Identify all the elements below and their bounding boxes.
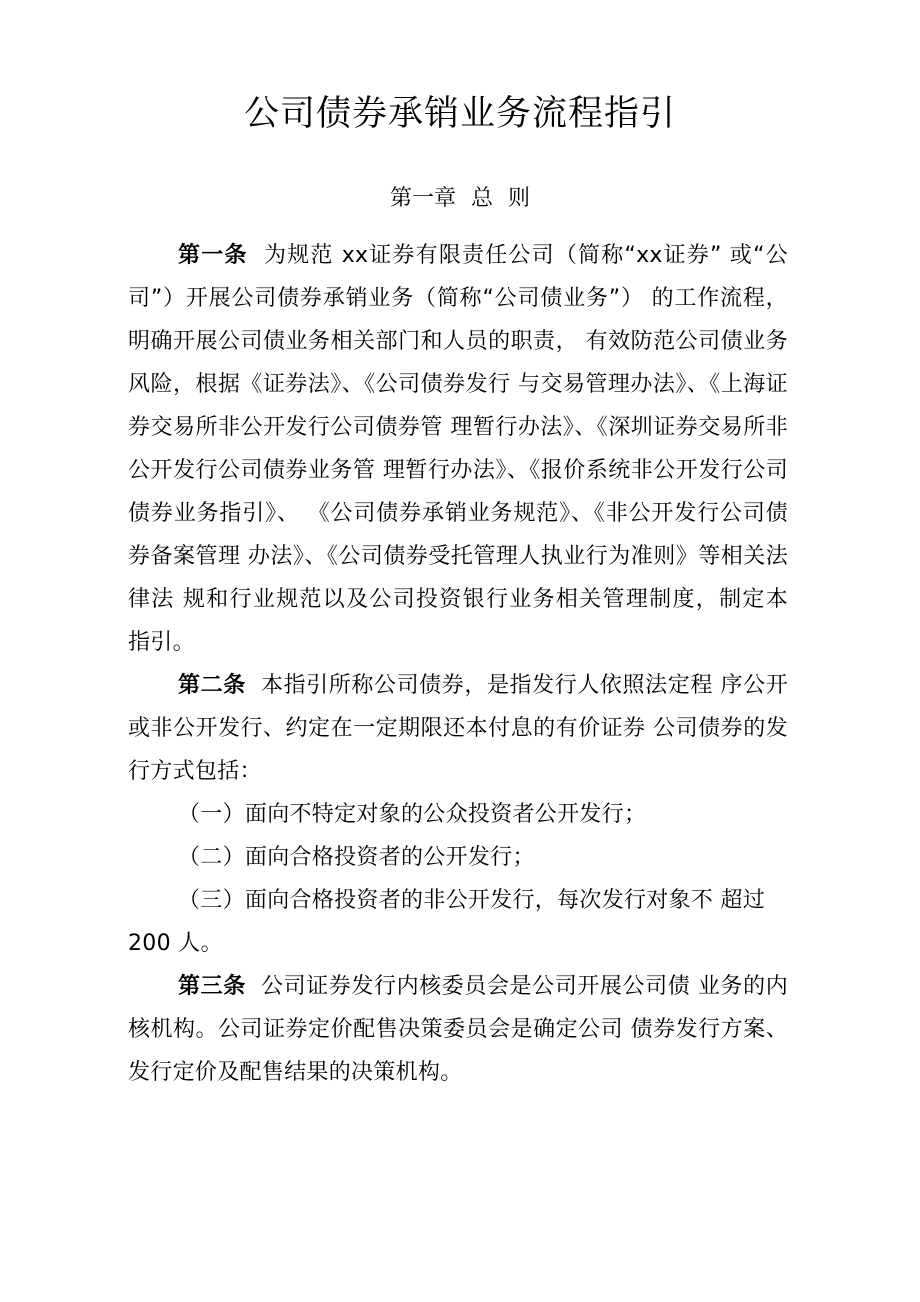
issuance-method-item: （二）面向合格投资者的公开发行； xyxy=(178,845,535,870)
article-3 xyxy=(128,965,788,1094)
article-label: 第三条 xyxy=(178,974,246,999)
chapter-heading: 第一章 总 则 xyxy=(390,186,530,211)
document-body xyxy=(128,234,788,1094)
issuance-method-item: （三）面向合格投资者的非公开发行，每次发行对象不 超过 200 人。 xyxy=(128,888,766,956)
article-text: 公司证券发行内核委员会是公司开展公司债 业务的内核机构。公司证券定价配售决策委员会是确定公司 债券发行方案、发行定价及配售结果的决策机构。 xyxy=(128,974,788,1085)
article-label: 第一条 xyxy=(178,243,248,268)
article-text: 为规范 xx证券有限责任公司（简称“xx证券” 或“公司”）开展公司债券承销业务（简称“公司债业务”） 的工作流程，明确开展公司债业务相关部门和人员的职责， 有效防范公司债业务风险，根据《证券法》、《公司债券发行 与交易管理办法》、《上海证券交易所非公开发行公司债券管 理暂行办法》、《深圳证券交易所非公开发行公司债券业务管 理暂行办法》、《报价系统非公开发行公司债券业务指引》、 《公司债券承销业务规范》、《非公开发行公司债券备案管理 办法》、《公司债券受托管理人执业行为准则》等相关法律法 规和行业规范以及公司投资银行业务相关管理制度，制定本 指引。 xyxy=(128,243,788,655)
article-1 xyxy=(128,234,788,664)
article-2 xyxy=(128,664,788,793)
document-title: 公司债券承销业务流程指引 xyxy=(243,94,676,134)
article-label: 第二条 xyxy=(178,673,246,698)
issuance-method-item: （一）面向不特定对象的公众投资者公开发行； xyxy=(178,802,647,827)
article-text: 本指引所称公司债券，是指发行人依照法定程 序公开或非公开发行、约定在一定期限还本付息的有价证券 公司债券的发行方式包括： xyxy=(128,673,788,784)
